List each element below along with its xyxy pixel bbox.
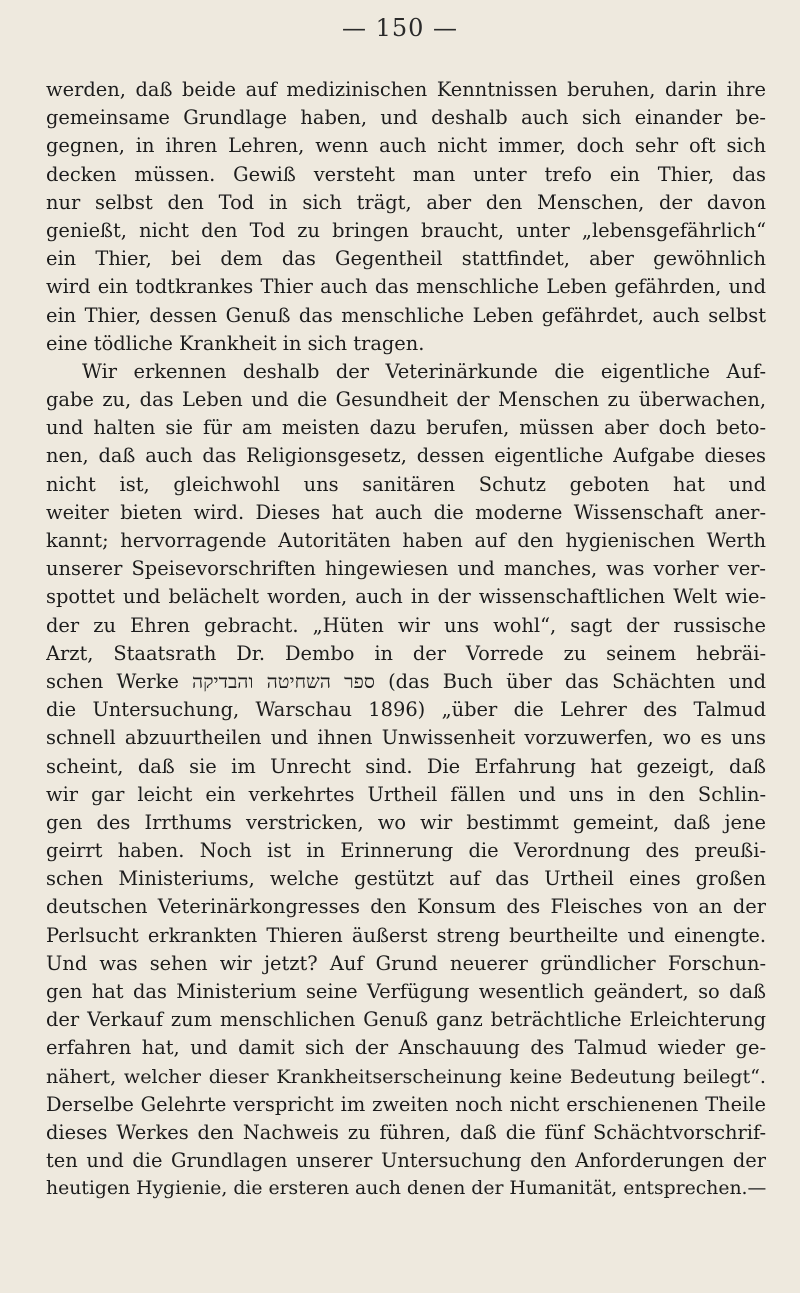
text-line: gegnen, in ihren Lehren, wenn auch nicht immer, doch sehr oft sich	[46, 134, 766, 158]
text-line: ten und die Grundlagen unserer Untersuchung den Anforderungen der	[46, 1149, 766, 1173]
text-line: ein Thier, bei dem das Gegentheil stattfindet, aber gewöhnlich	[46, 247, 766, 271]
text-line: kannt; hervorragende Autoritäten haben auf den hygienischen Werth	[46, 529, 766, 552]
text-line: schen Werke ספר השחיטה והבדיקה (das Buch über das Schächten und	[46, 669, 766, 693]
text-line: dieses Werkes den Nachweis zu führen, daß die fünf Schächtvorschrif-	[46, 1120, 766, 1144]
text-line: gabe zu, das Leben und die Gesundheit der Menschen zu überwachen,	[46, 388, 766, 412]
text-line: gemeinsame Grundlage haben, und deshalb auch sich einander be-	[46, 106, 766, 130]
text-line: weiter bieten wird. Dieses hat auch die moderne Wissenschaft aner-	[46, 500, 766, 524]
paragraph-end-line: heutigen Hygienie, die ersteren auch denen der Humanität, entsprechen.—	[46, 1178, 766, 1200]
text-line: Und was sehen wir jetzt? Auf Grund neuerer gründlicher Forschun-	[46, 951, 766, 975]
text-line: Arzt, Staatsrath Dr. Dembo in der Vorrede zu seinem hebräi-	[46, 641, 766, 665]
text-line: geirrt haben. Noch ist in Erinnerung die Verordnung des preußi-	[46, 839, 766, 863]
text-line: nur selbst den Tod in sich trägt, aber den Menschen, der davon	[46, 190, 766, 214]
text-line: erfahren hat, und damit sich der Anschauung des Talmud wieder ge-	[46, 1036, 766, 1060]
body-text	[46, 76, 766, 1204]
text-line: unserer Speisevorschriften hingewiesen und manches, was vorher ver-	[46, 557, 766, 581]
text-line: die Untersuchung, Warschau 1896) „über die Lehrer des Talmud	[46, 698, 766, 722]
text-line: decken müssen. Gewiß versteht man unter trefo ein Thier, das	[46, 162, 766, 186]
text-line: wir gar leicht ein verkehrtes Urtheil fällen und uns in den Schlin-	[46, 782, 766, 806]
text-line: schen Ministeriums, welche gestützt auf das Urtheil eines großen	[46, 867, 766, 891]
text-line: und halten sie für am meisten dazu berufen, müssen aber doch beto-	[46, 416, 766, 440]
text-line: Derselbe Gelehrte verspricht im zweiten noch nicht erschienenen Theile	[46, 1092, 766, 1116]
text-line: nähert, welcher dieser Krankheitserscheinung keine Bedeutung beilegt“.	[46, 1064, 766, 1088]
text-line: schnell abzuurtheilen und ihnen Unwissenheit vorzuwerfen, wo es uns	[46, 726, 766, 750]
text-line: wird ein todtkrankes Thier auch das menschliche Leben gefährden, und	[46, 275, 766, 299]
text-line: genießt, nicht den Tod zu bringen braucht, unter „lebensgefährlich“	[46, 218, 766, 242]
text-line: Perlsucht erkrankten Thieren äußerst streng beurtheilte und einengte.	[46, 923, 766, 947]
page-number: — 150 —	[341, 14, 459, 42]
text-line: werden, daß beide auf medizinischen Kenntnissen beruhen, darin ihre	[46, 78, 766, 101]
text-line: gen des Irrthums verstricken, wo wir bestimmt gemeint, daß jene	[46, 810, 766, 834]
text-line: der Verkauf zum menschlichen Genuß ganz beträchtliche Erleichterung	[46, 1008, 766, 1032]
text-line: der zu Ehren gebracht. „Hüten wir uns wohl“, sagt der russische	[46, 613, 766, 637]
text-line: scheint, daß sie im Unrecht sind. Die Erfahrung hat gezeigt, daß	[46, 754, 766, 778]
text-line: nen, daß auch das Religionsgesetz, dessen eigentliche Aufgabe dieses	[46, 444, 766, 468]
text-line: ein Thier, dessen Genuß das menschliche Leben gefährdet, auch selbst	[46, 303, 766, 327]
text-line: nicht ist, gleichwohl uns sanitären Schutz geboten hat und	[46, 472, 766, 496]
text-line: gen hat das Ministerium seine Verfügung wesentlich geändert, so daß	[46, 980, 766, 1003]
paragraph-start-line: Wir erkennen deshalb der Veterinärkunde die eigentliche Auf-	[82, 359, 766, 383]
text-line: deutschen Veterinärkongresses den Konsum des Fleisches von an der	[46, 895, 766, 919]
paragraph-end-line: eine tödliche Krankheit in sich tragen.	[46, 331, 425, 355]
text-line: spottet und belächelt worden, auch in der wissenschaftlichen Welt wie-	[46, 585, 766, 609]
